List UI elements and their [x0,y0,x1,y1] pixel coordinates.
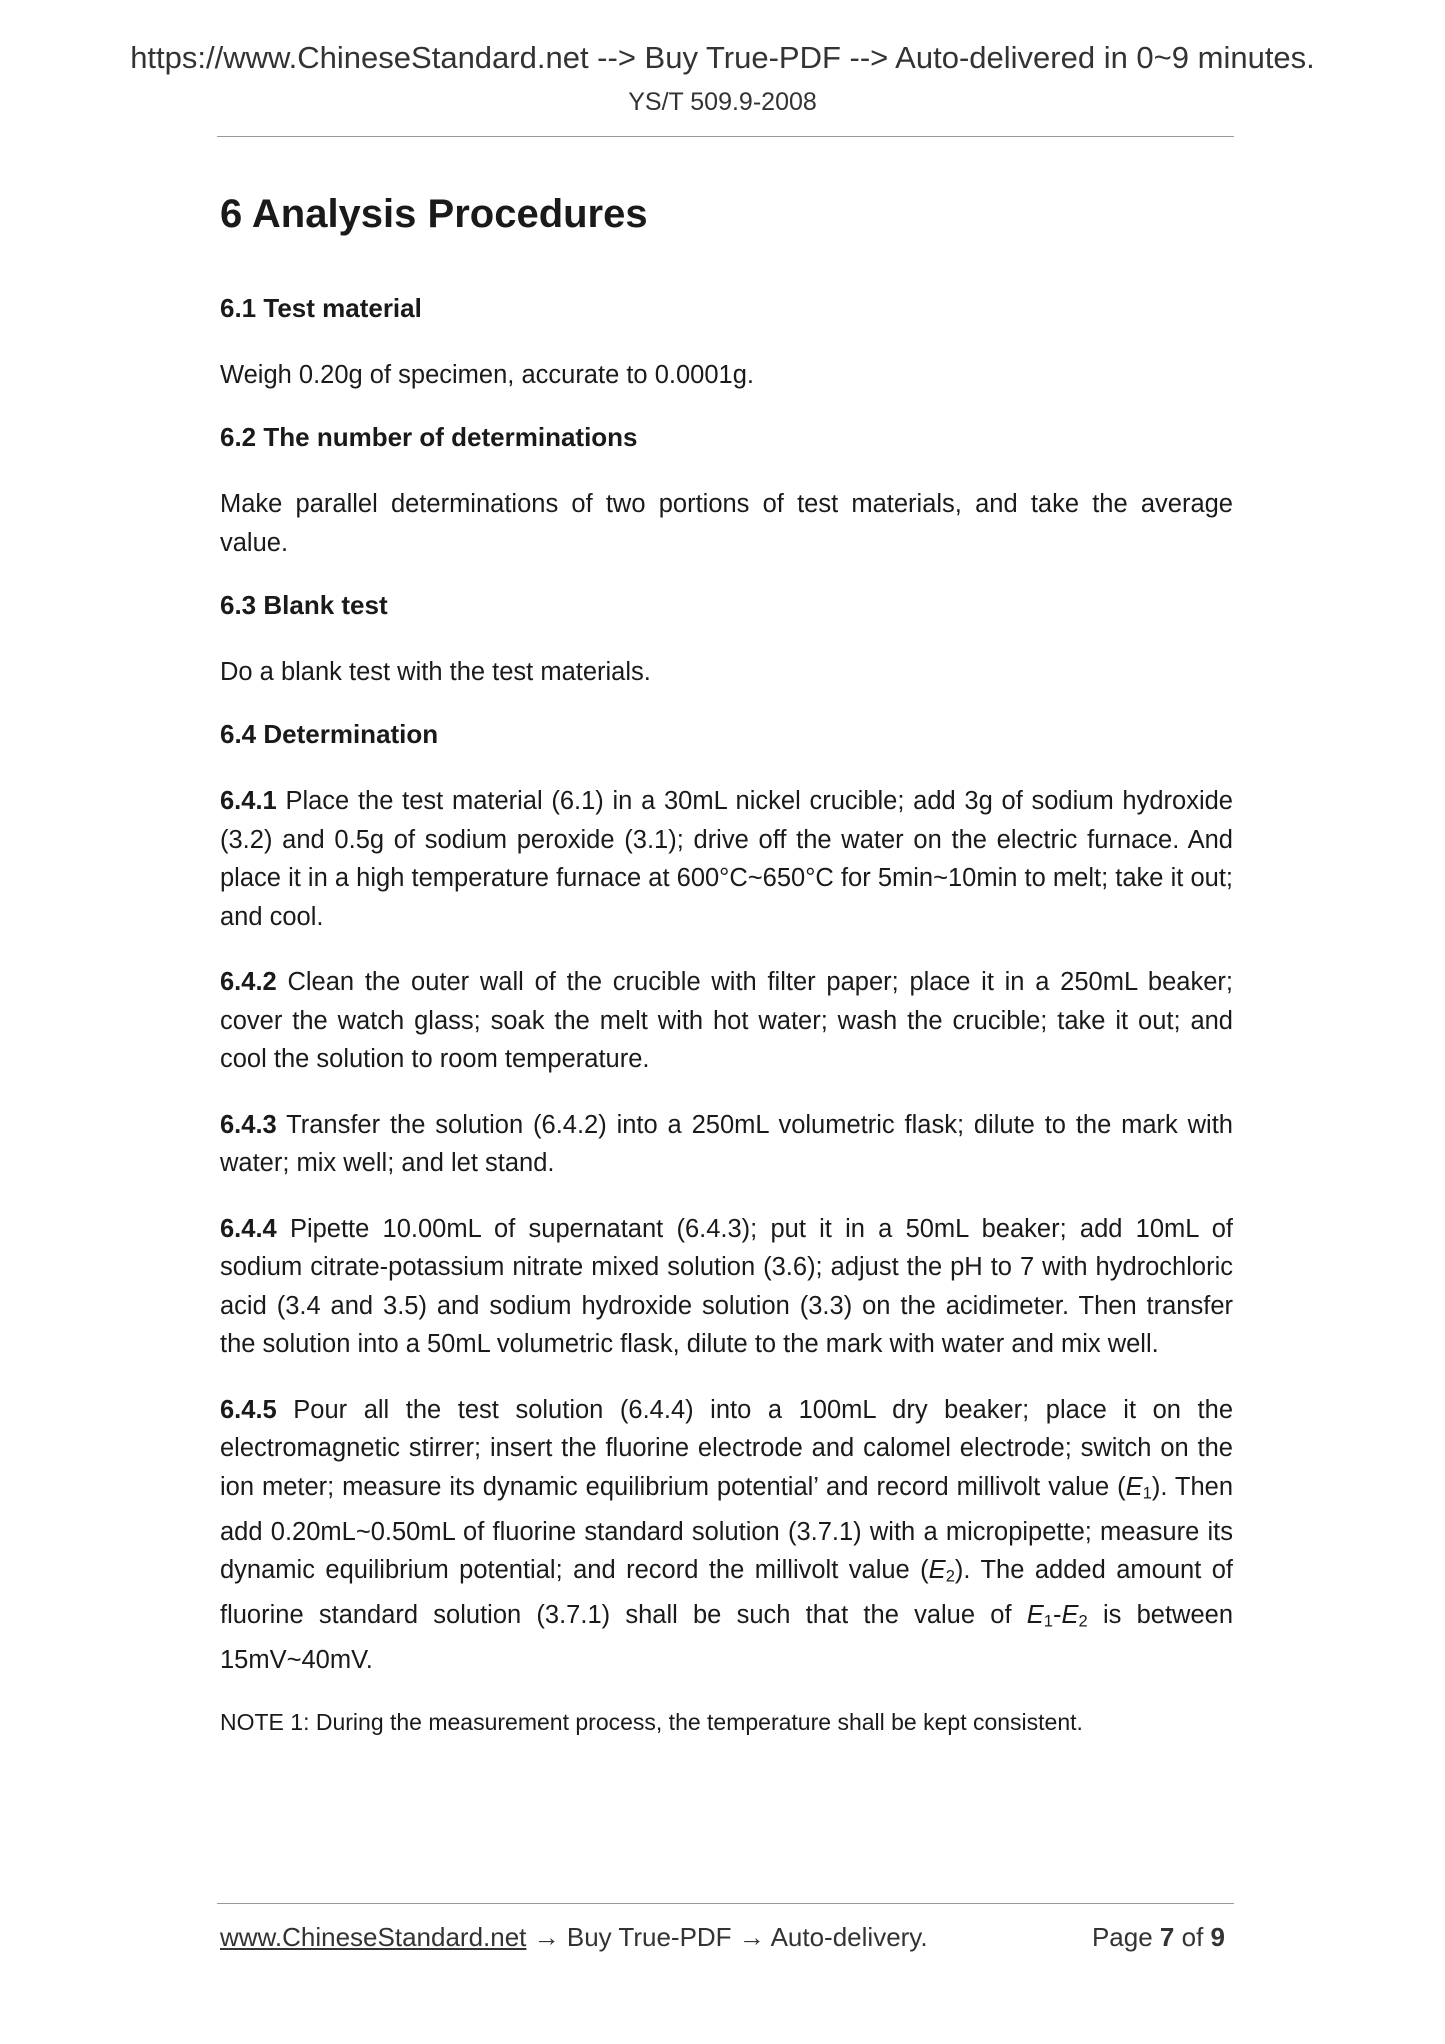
paragraph-6-4-5 [220,1391,1233,1679]
header-divider [217,136,1234,137]
paragraph-6-3: Do a blank test with the test materials. [220,657,651,686]
note-1: NOTE 1: During the measurement process, the temperature shall be kept consistent. [220,1709,1083,1736]
paragraph-6-4-3 [220,1106,1233,1183]
section-title: 6 Analysis Procedures [220,192,648,236]
clause-text: - [1053,1600,1062,1629]
footer-text: → Buy True-PDF → Auto-delivery. [526,1922,928,1952]
page-indicator [1092,1922,1225,1953]
document-number: YS/T 509.9-2008 [628,88,817,116]
paragraph-6-4-4 [220,1210,1233,1364]
paragraph-6-4-2 [220,963,1233,1079]
page-number: 7 [1159,1922,1175,1952]
clause-text: ). Then add 0.20mL~0.50mL of fluorine standard solution (3.7.1) with a micropipette; measure its dynamic equilibrium potential; and record the millivolt value ( [220,1472,1234,1584]
page-content [220,190,1233,1738]
page-total: 9 [1210,1922,1225,1952]
of-label: of [1174,1922,1211,1952]
symbol-e: E [928,1556,946,1584]
symbol-e: E [1026,1600,1044,1629]
paragraph-6-2: Make parallel determinations of two portions of test materials, and take the average value. [220,490,1233,557]
page-label: Page [1091,1922,1160,1952]
clause-number: 6.4.3 [220,1110,277,1139]
clause-number: 6.4.1 [220,787,277,816]
clause-number: 6.4.2 [220,968,277,997]
footer-left [220,1922,928,1953]
heading-6-4: 6.4 Determination [220,719,439,750]
clause-text: Pipette 10.00mL of supernatant (6.4.3); put it in a 50mL beaker; add 10mL of sodium citrate-potassium nitrate mixed solution (3.6); adjust the pH to 7 with hydrochloric acid (3.4 and 3.5) and sodium hydroxide solution (3.3) on the acidimeter. Then transfer the solution into a 50mL volumetric flask, dilute to the mark with water and mix well. [220,1214,1233,1359]
clause-text: ). The added amount of fluorine standard solution (3.7.1) shall be such that the value of [220,1556,1233,1629]
clause-number: 6.4.4 [220,1214,277,1243]
subscript: 2 [1078,1611,1088,1631]
header-banner: https://www.ChineseStandard.net --> Buy True-PDF --> Auto-delivered in 0~9 minutes. [130,40,1315,75]
clause-text: Pour all the test solution (6.4.4) into a 100mL dry beaker; place it on the electromagnetic stirrer; insert the fluorine electrode and calomel electrode; switch on the ion meter; measure its dynamic equilibrium potential’ and record millivolt value ( [220,1395,1233,1501]
heading-6-3: 6.3 Blank test [220,590,388,621]
symbol-e: E [1125,1472,1143,1501]
paragraph-6-4-1 [220,782,1233,936]
subscript: 2 [945,1566,955,1586]
subscript: 1 [1142,1483,1152,1502]
clause-text: Place the test material (6.1) in a 30mL nickel crucible; add 3g of sodium hydroxide (3.2) and 0.5g of sodium peroxide (3.1); drive off the water on the electric furnace. And place it in a high temperature furnace at 600°C~650°C for 5min~10min to melt; take it out; and cool. [220,787,1233,931]
heading-6-2: 6.2 The number of determinations [220,422,638,453]
heading-6-1: 6.1 Test material [220,293,422,323]
subscript: 1 [1043,1611,1053,1631]
clause-text: Transfer the solution (6.4.2) into a 250mL volumetric flask; dilute to the mark with water; mix well; and let stand. [220,1110,1233,1178]
clause-text: Clean the outer wall of the crucible with filter paper; place it in a 250mL beaker; cover the watch glass; soak the melt with hot water; wash the crucible; take it out; and cool the solution to room temperature. [220,968,1233,1074]
footer-link[interactable]: www.ChineseStandard.net [220,1922,527,1952]
footer-divider [217,1903,1234,1904]
clause-text: is between 15mV~40mV. [220,1600,1233,1674]
symbol-e: E [1061,1600,1079,1629]
paragraph-6-1: Weigh 0.20g of specimen, accurate to 0.0001g. [220,360,754,389]
clause-number: 6.4.5 [220,1395,277,1424]
